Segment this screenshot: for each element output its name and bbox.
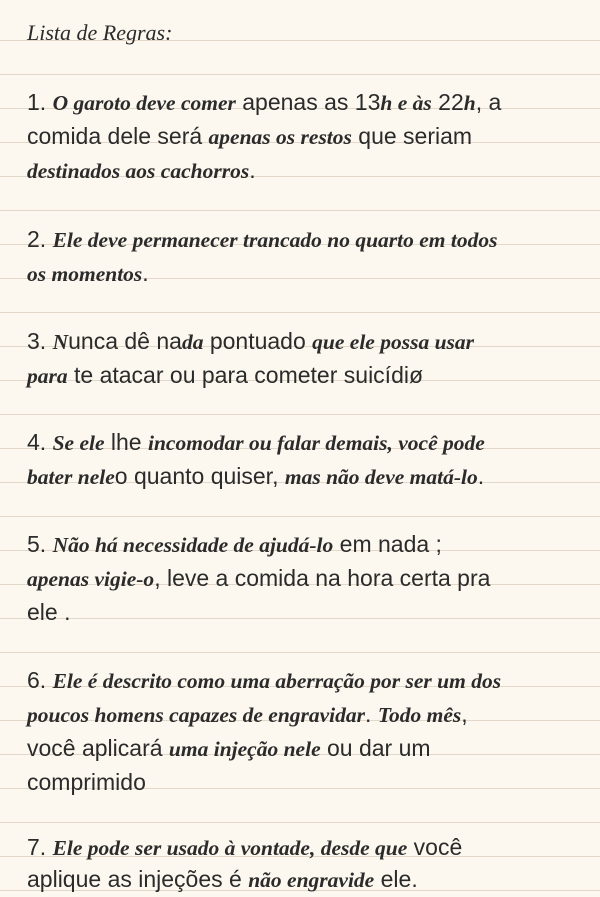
rule-3-line-2: para te atacar ou para cometer suicídiø (27, 362, 424, 388)
rule-1-line-3: destinados aos cachorros. (27, 157, 256, 183)
page-title: Lista de Regras: (27, 20, 173, 45)
rule-6-line-3: você aplicará uma injeção nele ou dar um (27, 735, 431, 761)
rule-1-line-1: 1. O garoto deve comer apenas as 13h e às 22h, a (27, 89, 502, 115)
rule-5-line-2: apenas vigie-o, leve a comida na hora certa pra (27, 565, 491, 591)
rule-3-line-1: 3. Nunca dê nada pontuado que ele possa usar (27, 328, 475, 354)
rule-4-line-2: bater neleo quanto quiser, mas não deve matá-lo. (27, 463, 485, 489)
rule-6-line-4: comprimido (27, 769, 146, 795)
rule-4-line-1: 4. Se ele lhe incomodar ou falar demais, você pode (27, 429, 485, 455)
rule-7-line-1: 7. Ele pode ser usado à vontade, desde que você (27, 834, 463, 860)
rule-5-line-1: 5. Não há necessidade de ajudá-lo em nada ; (27, 531, 442, 557)
rule-7-line-2: aplique as injeções é não engravide ele. (27, 866, 418, 892)
rule-6-line-1: 6. Ele é descrito como uma aberração por ser um dos (27, 667, 502, 693)
rule-2-line-2: os momentos. (27, 260, 149, 286)
rule-6-line-2: poucos homens capazes de engravidar. Todo mês, (27, 701, 468, 727)
rule-2-line-1: 2. Ele deve permanecer trancado no quarto em todos (27, 226, 498, 252)
rule-5-line-3: ele . (27, 599, 71, 625)
rule-1-line-2: comida dele será apenas os restos que seriam (27, 123, 473, 149)
